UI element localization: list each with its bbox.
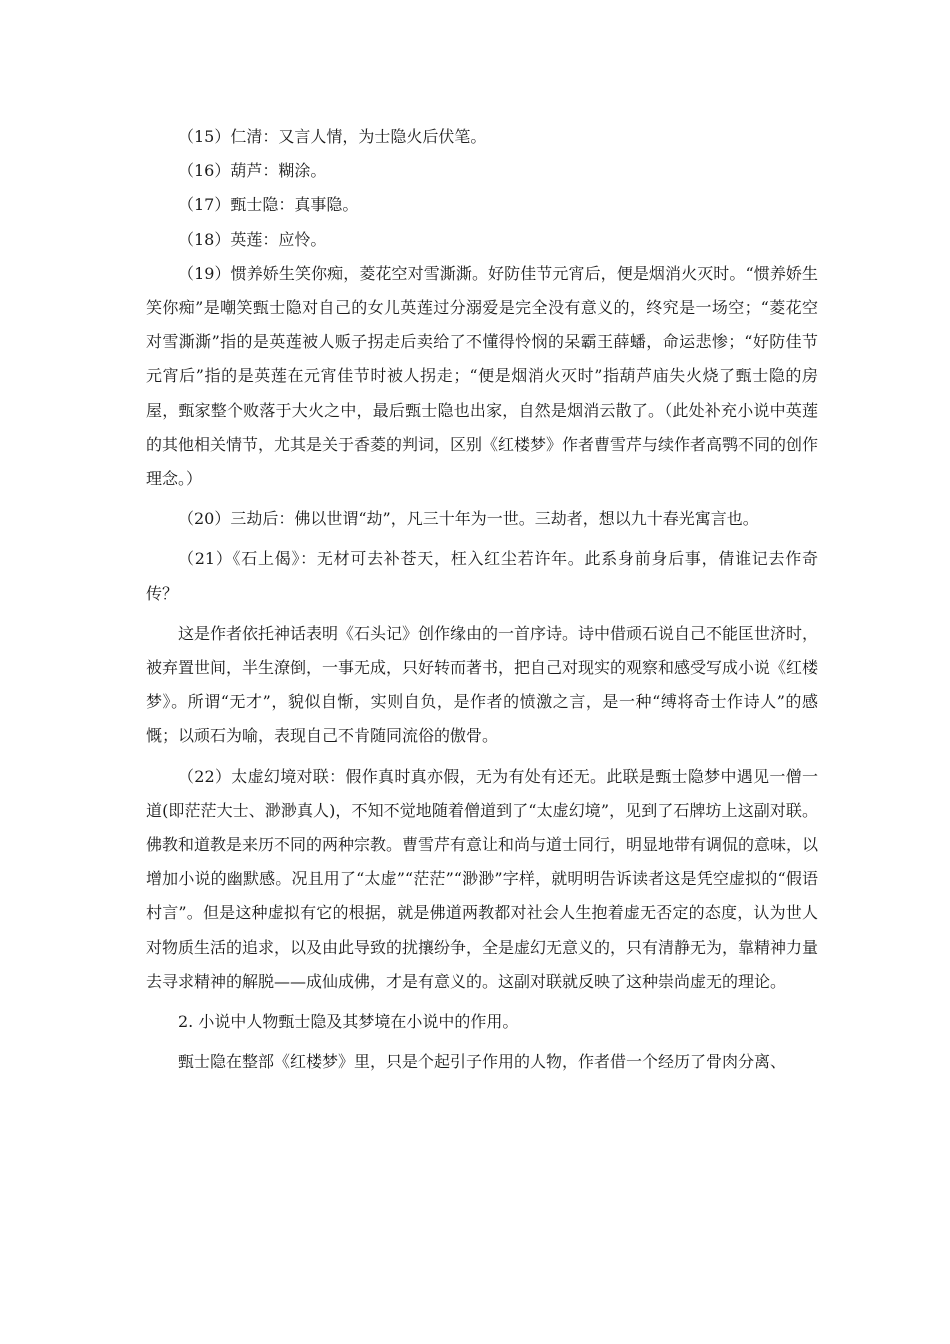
note-18: （18）英莲：应怜。: [178, 229, 327, 249]
note-17: （17）甄士隐：真事隐。: [178, 195, 359, 215]
note-20: （20）三劫后：佛以世谓“劫”，凡三十年为一世。三劫者，想以九十春光寓言也。: [178, 509, 759, 529]
note-21-explanation: 这是作者依托神话表明《石头记》创作缘由的一首序诗。诗中借顽石说自己不能匡世济时，被弃置世间，半生潦倒，一事无成，只好转而著书，把自己对现实的观察和感受写成小说《红楼梦》。所谓“无才”，貌似自惭，实则自负，是作者的愤激之言，是一种“缚将奇士作诗人”的感慨；以顽石为喻，表现自己不肯随同流俗的傲骨。: [146, 623, 819, 746]
section-heading-2: 2. 小说中人物甄士隐及其梦境在小说中的作用。: [178, 1012, 519, 1032]
section-2-paragraph: 甄士隐在整部《红楼梦》里，只是个起引子作用的人物，作者借一个经历了骨肉分离、: [178, 1052, 787, 1072]
note-22: （22）太虚幻境对联：假作真时真亦假，无为有处有还无。此联是甄士隐梦中遇见一僧一道(即茫茫大士、渺渺真人)，不知不觉地随着僧道到了“太虚幻境”，见到了石牌坊上这副对联。佛教和道教是来历不同的两种宗教。曹雪芹有意让和尚与道士同行，明显地带有调侃的意味，以增加小说的幽默感。况且用了“太虚”“茫茫”“渺渺”字样，就明明告诉读者这是凭空虚拟的“假语村言”。但是这种虚拟有它的根据，就是佛道两教都对社会人生抱着虚无否定的态度，认为世人对物质生活的追求，以及由此导致的扰攘纷争，全是虚幻无意义的，只有清静无为，靠精神力量去寻求精神的解脱——成仙成佛，才是有意义的。这副对联就反映了这种崇尚虚无的理论。: [146, 766, 819, 991]
note-15: （15）仁清：又言人情，为士隐火后伏笔。: [178, 127, 487, 146]
note-21: （21）《石上偈》：无材可去补苍天，枉入红尘若许年。此系身前身后事，倩谁记去作奇传？: [146, 549, 818, 603]
note-16: （16）葫芦：糊涂。: [178, 161, 327, 181]
note-19: （19）惯养娇生笑你痴，菱花空对雪澌澌。好防佳节元宵后，便是烟消火灭时。“惯养娇生笑你痴”是嘲笑甄士隐对自己的女儿英莲过分溺爱是完全没有意义的，终究是一场空；“菱花空对雪澌澌”指的是英莲被人贩子拐走后卖给了不懂得怜悯的呆霸王薛蟠，命运悲惨；“好防佳节元宵后”指的是英莲在元宵佳节时被人拐走；“便是烟消火灭时”指葫芦庙失火烧了甄士隐的房屋，甄家整个败落于大火之中，最后甄士隐也出家，自然是烟消云散了。（此处补充小说中英莲的其他相关情节，尤其是关于香菱的判词，区别《红楼梦》作者曹雪芹与续作者高鹗不同的创作理念。）: [146, 263, 819, 489]
document-body: [146, 120, 818, 1085]
